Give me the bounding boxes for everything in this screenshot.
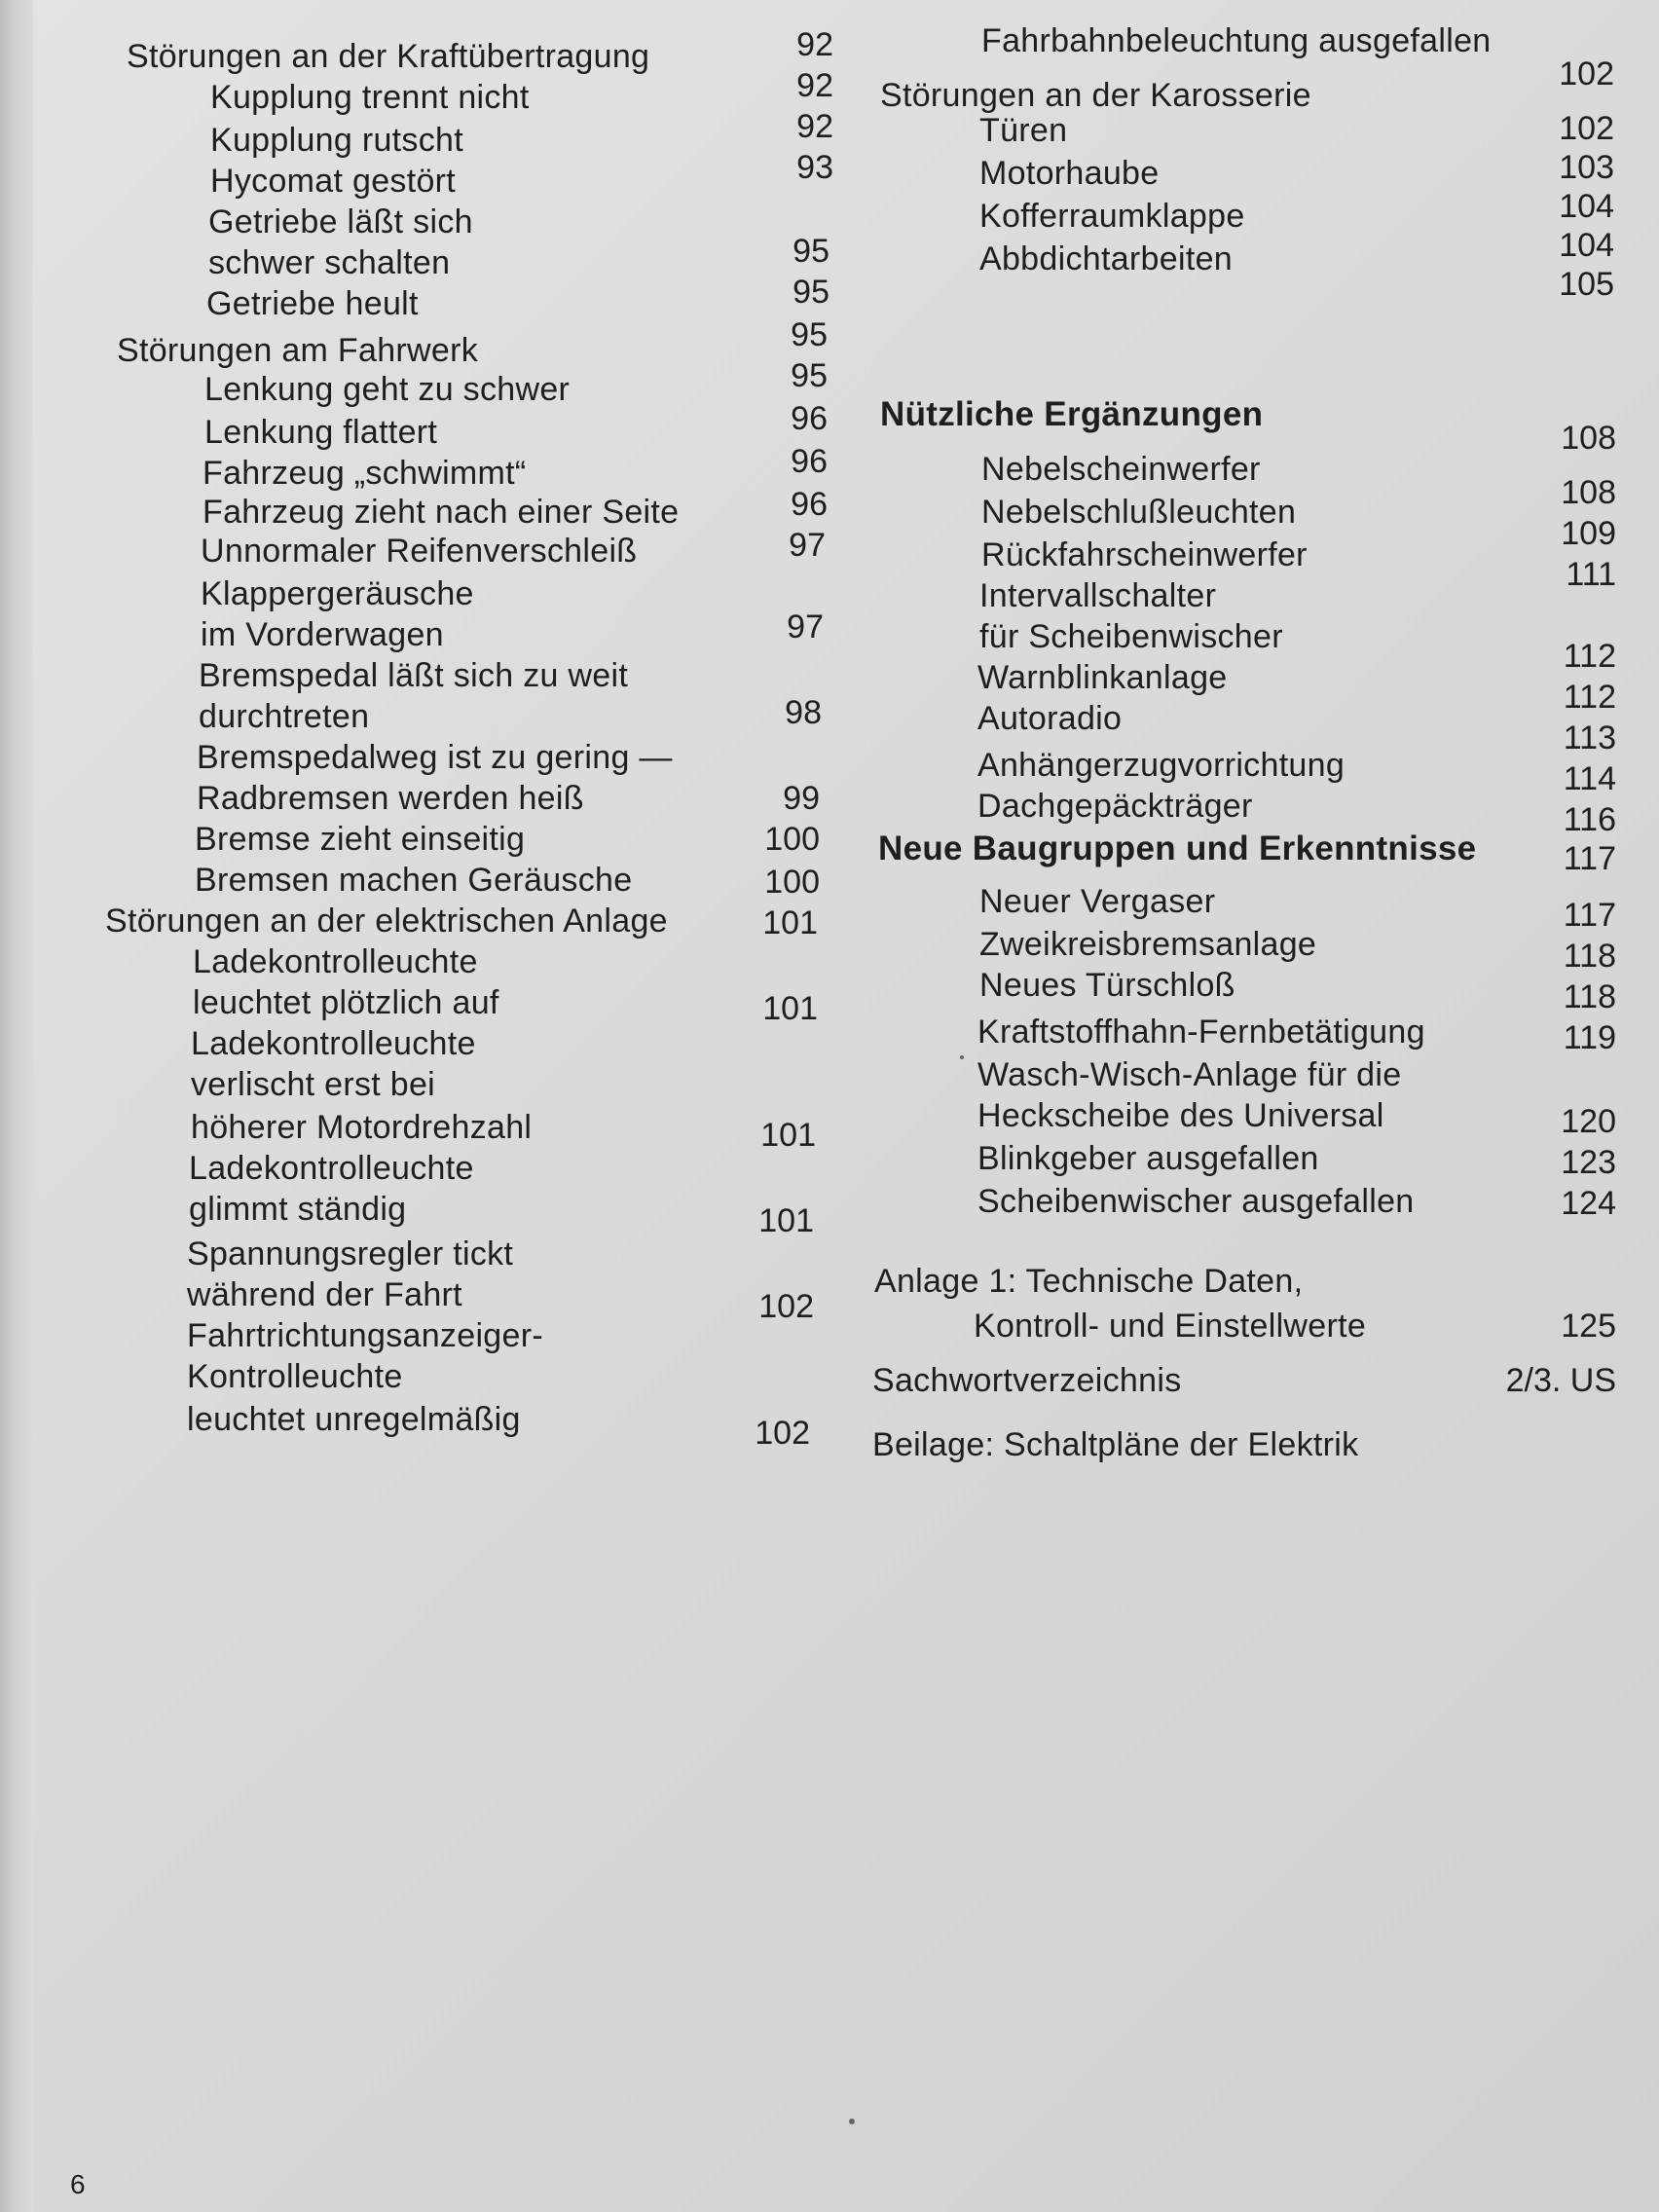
toc-entry: Anlage 1: Technische Daten, <box>874 1263 1304 1300</box>
toc-entry: Scheibenwischer ausgefallen <box>977 1183 1415 1220</box>
toc-page-number: 96 <box>791 443 828 480</box>
toc-page-number: 101 <box>760 1117 816 1154</box>
toc-page-number: 103 <box>1559 149 1614 186</box>
toc-entry: verlischt erst bei <box>191 1066 436 1103</box>
toc-page-number: 95 <box>791 316 828 353</box>
toc-entry: durchtreten <box>199 698 370 735</box>
toc-entry: Kraftstoffhahn-Fernbetätigung <box>977 1014 1425 1051</box>
toc-entry: leuchtet plötzlich auf <box>193 984 499 1021</box>
toc-page-number: 102 <box>1559 110 1614 147</box>
toc-entry: glimmt ständig <box>189 1191 407 1228</box>
toc-entry: Intervallschalter <box>979 577 1217 614</box>
toc-entry: Lenkung flattert <box>204 414 438 451</box>
toc-entry: Unnormaler Reifenverschleiß <box>201 533 638 570</box>
toc-entry: Rückfahrscheinwerfer <box>981 536 1308 573</box>
toc-page-number: 124 <box>1561 1185 1616 1222</box>
toc-section-heading: Neue Baugruppen und Erkenntnisse <box>878 830 1477 867</box>
toc-page-number: 113 <box>1563 719 1616 756</box>
toc-entry: Fahrzeug „schwimmt“ <box>203 455 527 492</box>
toc-entry: schwer schalten <box>208 244 451 281</box>
toc-entry: Kupplung trennt nicht <box>210 79 530 116</box>
toc-page-number: 118 <box>1563 938 1616 975</box>
toc-entry: Kontrolleuchte <box>187 1358 403 1395</box>
toc-page-number: 100 <box>764 864 820 901</box>
toc-entry: für Scheibenwischer <box>979 618 1283 655</box>
toc-page-number: 108 <box>1561 474 1616 511</box>
toc-entry: leuchtet unregelmäßig <box>187 1401 521 1438</box>
toc-page-number: 101 <box>758 1202 814 1239</box>
toc-entry: Bremspedalweg ist zu gering — <box>197 739 673 776</box>
toc-page-number: 125 <box>1561 1308 1616 1345</box>
toc-entry: Bremse zieht einseitig <box>195 821 526 858</box>
toc-page-number: 101 <box>762 904 818 941</box>
toc-entry: während der Fahrt <box>187 1276 462 1313</box>
toc-section-heading: Störungen an der Kraftübertragung <box>127 38 650 75</box>
toc-entry: Kontroll- und Einstellwerte <box>974 1308 1367 1345</box>
toc-entry: Autoradio <box>977 700 1123 737</box>
toc-section-heading: Nützliche Ergänzungen <box>880 395 1264 433</box>
toc-page-number: 102 <box>758 1288 814 1325</box>
toc-entry: Sachwortverzeichnis <box>872 1362 1182 1399</box>
toc-page-number: 92 <box>796 26 833 63</box>
toc-entry: im Vorderwagen <box>201 616 444 653</box>
toc-page-number: 105 <box>1559 266 1614 303</box>
toc-entry: Bremsen machen Geräusche <box>195 862 633 899</box>
toc-page-number: 95 <box>793 233 830 270</box>
toc-entry: Bremspedal läßt sich zu weit <box>199 657 629 694</box>
toc-entry: Fahrbahnbeleuchtung ausgefallen <box>981 22 1492 59</box>
toc-page-number: 117 <box>1563 840 1616 877</box>
toc-page-number: 102 <box>1559 55 1614 92</box>
toc-entry: Beilage: Schaltpläne der Elektrik <box>872 1426 1359 1463</box>
paper-speck <box>849 2119 855 2124</box>
toc-entry: Blinkgeber ausgefallen <box>977 1140 1319 1177</box>
toc-entry: Radbremsen werden heiß <box>197 780 584 817</box>
toc-page-number: 99 <box>783 780 820 817</box>
toc-entry: Spannungsregler tickt <box>187 1235 514 1272</box>
toc-entry: Abbdichtarbeiten <box>979 240 1233 277</box>
toc-page-number: 2/3. US <box>1505 1362 1616 1399</box>
page-number: 6 <box>70 2169 86 2199</box>
toc-page-number: 101 <box>762 990 818 1027</box>
toc-section-heading: Störungen an der elektrischen Anlage <box>105 903 668 940</box>
toc-page-number: 112 <box>1563 679 1616 716</box>
toc-section-heading: Störungen an der Karosserie <box>880 77 1311 114</box>
toc-page-number: 118 <box>1563 978 1616 1015</box>
toc-entry: Ladekontrolleuchte <box>189 1150 474 1187</box>
toc-page-number: 93 <box>796 149 833 186</box>
toc-page-number: 119 <box>1563 1019 1616 1056</box>
toc-page-number: 120 <box>1561 1103 1616 1140</box>
toc-entry: Hycomat gestört <box>210 163 457 200</box>
toc-page-number: 102 <box>755 1415 810 1452</box>
toc-page-number: 95 <box>793 274 830 311</box>
toc-page-number: 100 <box>764 821 820 858</box>
toc-page-number: 104 <box>1559 188 1614 225</box>
toc-entry: Neues Türschloß <box>979 967 1235 1004</box>
toc-entry: Getriebe läßt sich <box>208 203 473 240</box>
toc-entry: Nebelscheinwerfer <box>981 451 1261 488</box>
toc-entry: Wasch-Wisch-Anlage für die <box>977 1056 1402 1093</box>
toc-page-number: 114 <box>1563 760 1616 797</box>
toc-page-number: 109 <box>1561 515 1616 552</box>
toc-page-number: 98 <box>785 694 822 731</box>
paper-speck <box>960 1055 964 1059</box>
toc-page-number: 111 <box>1566 556 1616 593</box>
toc-page-number: 123 <box>1561 1144 1616 1181</box>
toc-page-number: 92 <box>796 67 833 104</box>
toc-entry: Getriebe heult <box>206 285 419 322</box>
toc-entry: Neuer Vergaser <box>979 883 1216 920</box>
toc-entry: Klappergeräusche <box>201 575 474 612</box>
toc-section-heading: Störungen am Fahrwerk <box>117 332 479 369</box>
toc-page-number: 97 <box>789 527 826 564</box>
toc-entry: Nebelschlußleuchten <box>981 494 1297 531</box>
toc-entry: Kofferraumklappe <box>979 198 1245 235</box>
toc-page-number: 97 <box>787 608 824 645</box>
toc-entry: höherer Motordrehzahl <box>191 1109 533 1146</box>
toc-entry: Lenkung geht zu schwer <box>204 371 571 408</box>
toc-page-number: 108 <box>1561 420 1616 457</box>
toc-entry: Ladekontrolleuchte <box>191 1025 476 1062</box>
toc-page-number: 104 <box>1559 227 1614 264</box>
toc-entry: Fahrtrichtungsanzeiger- <box>187 1317 543 1354</box>
toc-entry: Ladekontrolleuchte <box>193 943 478 980</box>
toc-page-number: 117 <box>1563 897 1616 934</box>
toc-entry: Motorhaube <box>979 155 1160 192</box>
toc-page-number: 95 <box>791 357 828 394</box>
toc-entry: Kupplung rutscht <box>210 122 463 159</box>
page-binding-shadow <box>0 0 33 2212</box>
toc-entry: Zweikreisbremsanlage <box>979 926 1317 963</box>
toc-page-number: 92 <box>796 108 833 145</box>
toc-entry: Dachgepäckträger <box>977 788 1253 825</box>
toc-entry: Warnblinkanlage <box>977 659 1228 696</box>
toc-entry: Anhängerzugvorrichtung <box>977 747 1346 784</box>
toc-page-number: 116 <box>1563 801 1616 838</box>
toc-page-number: 96 <box>791 486 828 523</box>
toc-page-number: 112 <box>1563 638 1616 675</box>
toc-entry: Türen <box>979 112 1068 149</box>
toc-entry: Heckscheibe des Universal <box>977 1097 1384 1134</box>
toc-page-number: 96 <box>791 400 828 437</box>
toc-entry: Fahrzeug zieht nach einer Seite <box>203 494 680 531</box>
